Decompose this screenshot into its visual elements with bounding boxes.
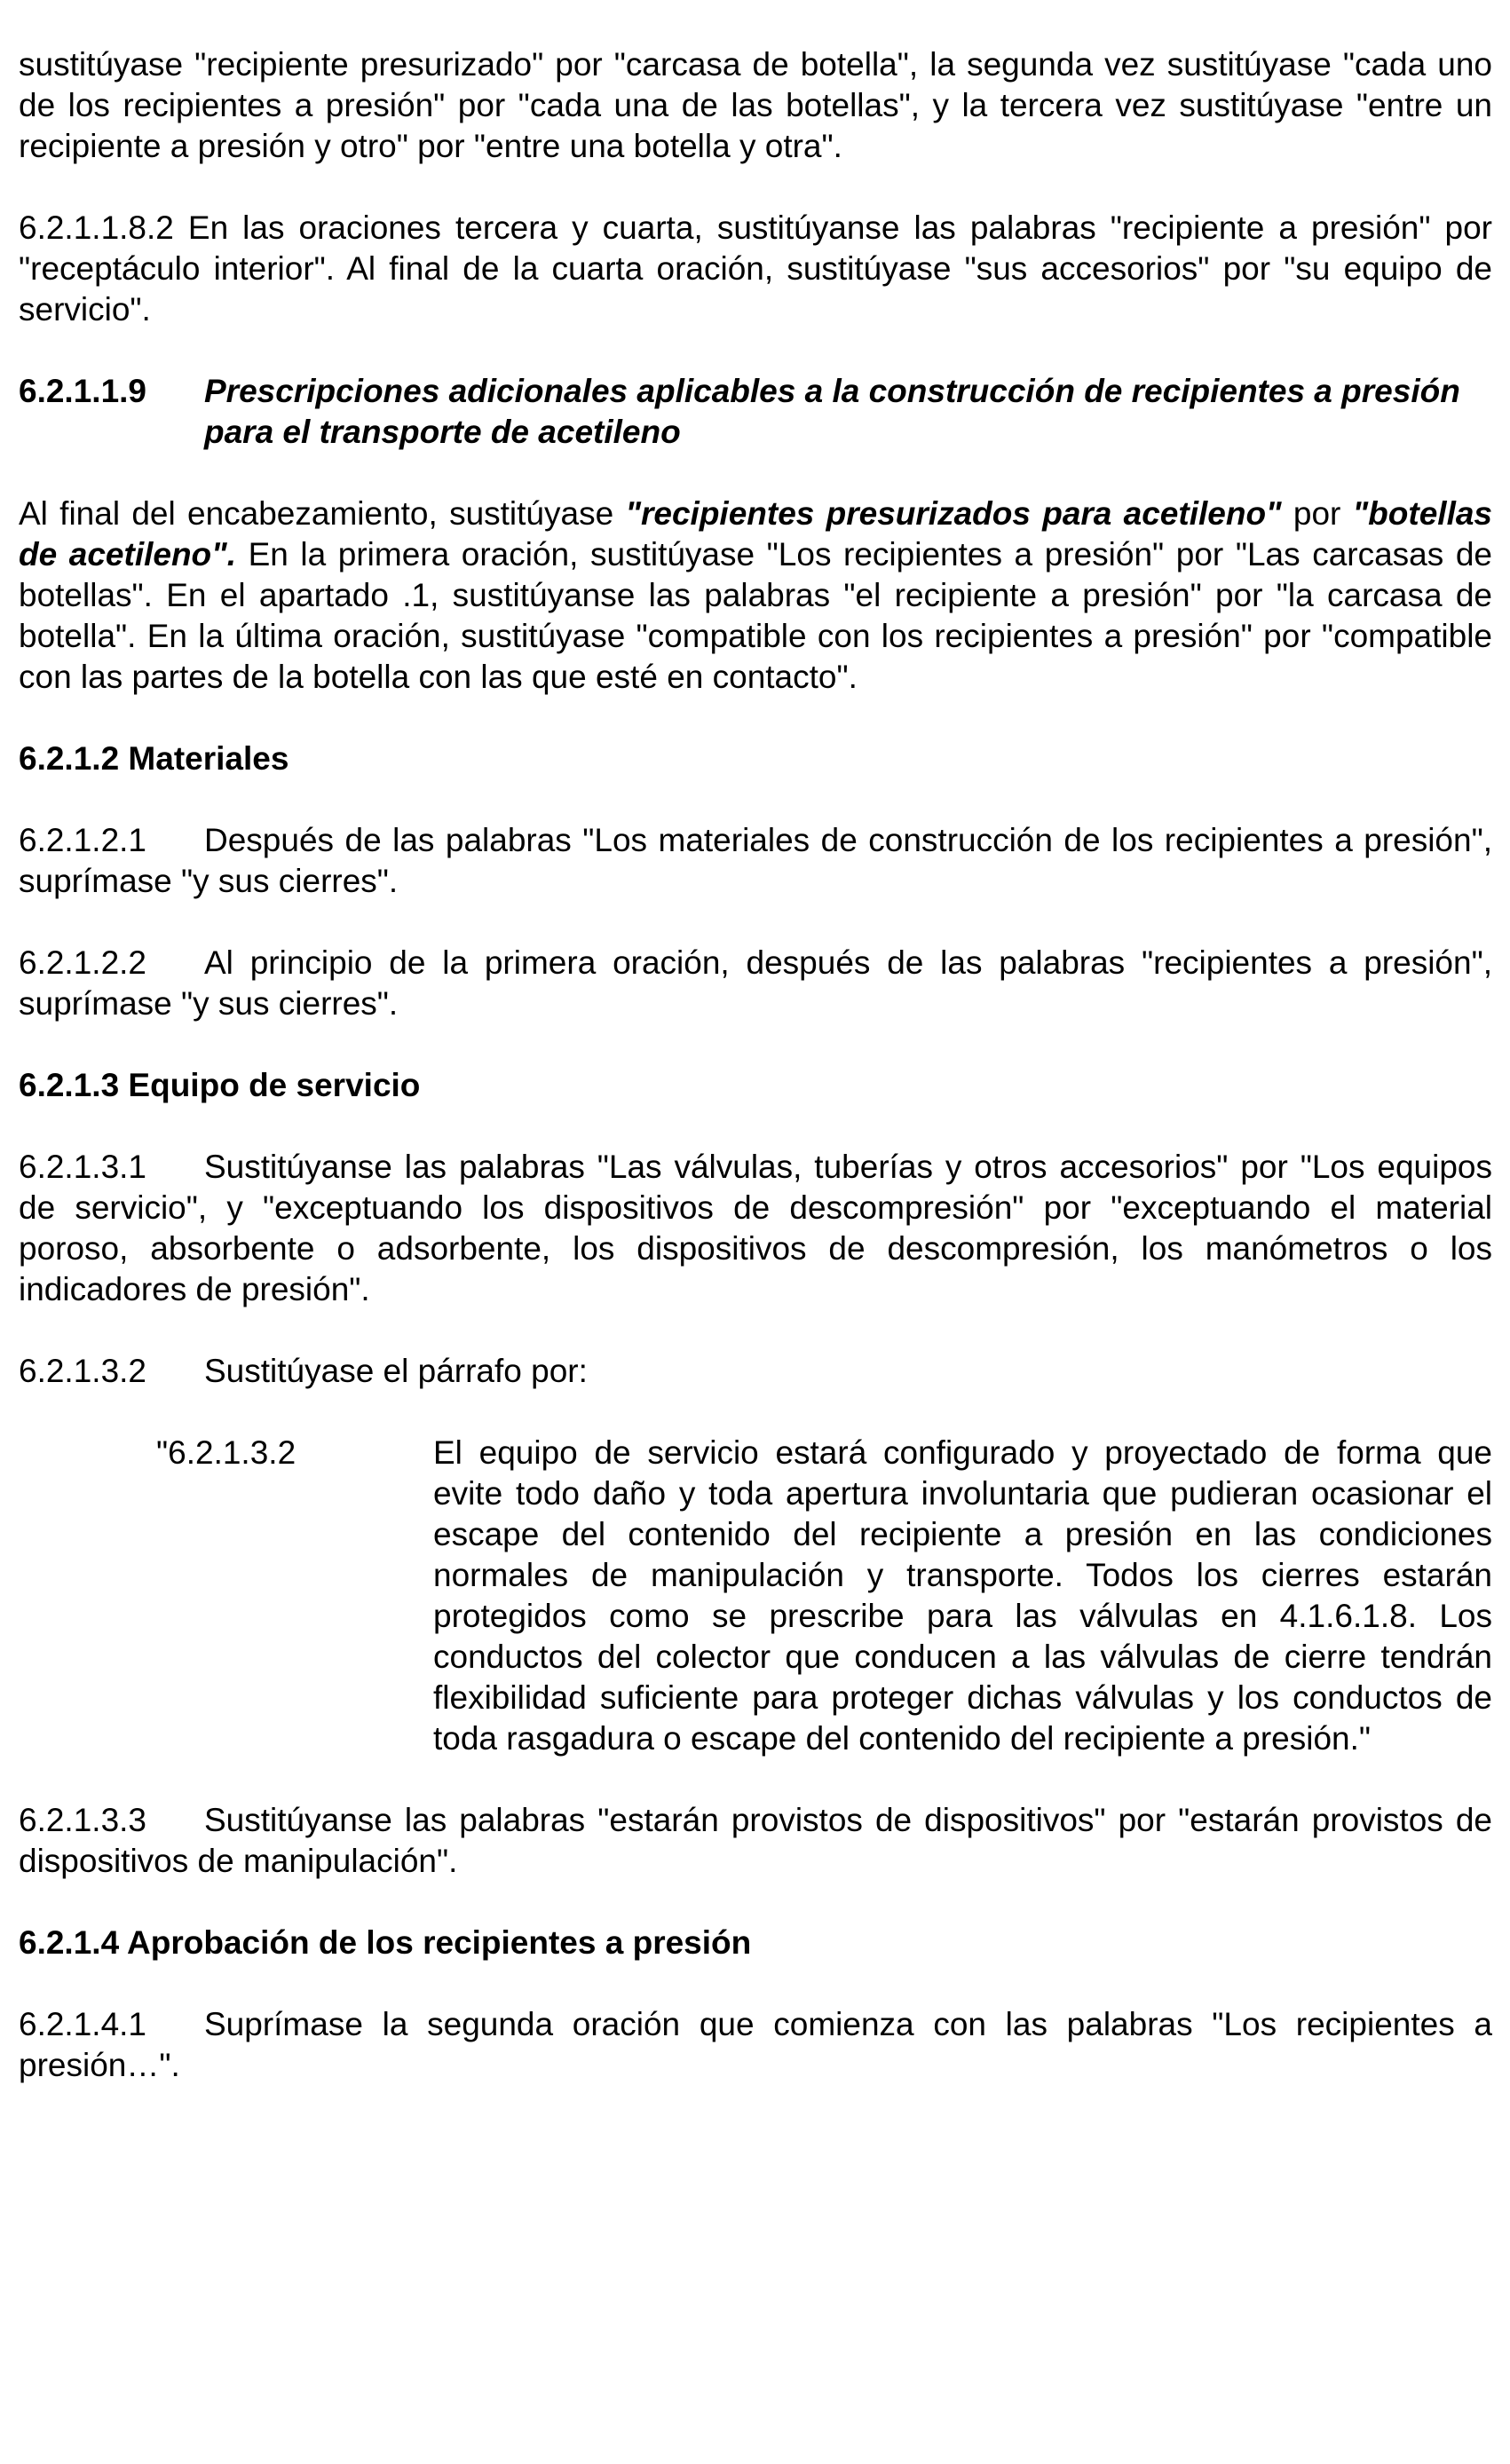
document-page [19, 44, 1492, 2127]
text-run-bold-italic: "recipientes presurizados para acetileno" [625, 495, 1282, 532]
heading-number: 6.2.1.1.9 [19, 373, 147, 409]
quote-number: "6.2.1.3.2 [156, 1434, 296, 1471]
paragraph-6-2-1-3-2 [19, 1351, 1492, 1392]
paragraph-number: 6.2.1.3.3 [19, 1802, 147, 1838]
paragraph-6-2-1-3-3 [19, 1800, 1492, 1882]
heading-equipo-de-servicio: 6.2.1.3 Equipo de servicio [19, 1067, 421, 1103]
text-run: por [1281, 495, 1353, 532]
paragraph-number: 6.2.1.3.2 [19, 1353, 147, 1389]
paragraph-text: Al principio de la primera oración, después de las palabras "recipientes a presión", suprímase "y sus cierres". [19, 944, 1492, 1022]
paragraph-text: Sustitúyanse las palabras "Las válvulas, tuberías y otros accesorios" por "Los equipos de servicio", y "exceptuando los dispositivos de descompresión" por "exceptuando el material poroso, absorbente o adsorbente, los dispositivos de descompresión, los manómetros o los indicadores de presión". [19, 1149, 1492, 1307]
paragraph-6-2-1-1-8-2: 6.2.1.1.8.2 En las oraciones tercera y cuarta, sustitúyanse las palabras "recipiente a presión" por "receptáculo interior". Al final de la cuarta oración, sustitúyase "sus accesorios" por "su equipo de servicio". [19, 209, 1492, 328]
paragraph-continuation: sustitúyase "recipiente presurizado" por "carcasa de botella", la segunda vez sustitúyase "cada uno de los recipientes a presión" por "cada una de las botellas", y la tercera vez sustitúyase "entre un recipiente a presión y otro" por "entre una botella y otra". [19, 46, 1492, 164]
paragraph-acetileno [19, 494, 1492, 698]
paragraph-number: 6.2.1.3.1 [19, 1149, 147, 1185]
paragraph-text: Sustitúyase el párrafo por: [204, 1353, 588, 1389]
heading-materiales: 6.2.1.2 Materiales [19, 740, 289, 777]
paragraph-6-2-1-2-1 [19, 820, 1492, 902]
text-run: Al final del encabezamiento, sustitúyase [19, 495, 626, 532]
quoted-replacement-paragraph [19, 1433, 1492, 1759]
paragraph-number: 6.2.1.4.1 [19, 2006, 147, 2042]
paragraph-6-2-1-3-1 [19, 1147, 1492, 1310]
paragraph-text: Después de las palabras "Los materiales de construcción de los recipientes a presión", suprímase "y sus cierres". [19, 822, 1492, 899]
paragraph-number: 6.2.1.2.1 [19, 822, 147, 858]
paragraph-text: Suprímase la segunda oración que comienza con las palabras "Los recipientes a presión…". [19, 2006, 1492, 2083]
text-run: En la primera oración, sustitúyase "Los recipientes a presión" por "Las carcasas de botellas". En el apartado .1, sustitúyanse las palabras "el recipiente a presión" por "la carcasa de botella". En la última oración, sustitúyase "compatible con los recipientes a presión" por "compatible con las partes de la botella con las que esté en contacto". [19, 536, 1492, 695]
paragraph-6-2-1-4-1 [19, 2004, 1492, 2086]
heading-6-2-1-1-9 [19, 371, 1492, 453]
quote-text: El equipo de servicio estará configurado y proyectado de forma que evite todo daño y toda apertura involuntaria que pudieran ocasionar el escape del contenido del recipiente a presión en las condiciones normales de manipulación y transporte. Todos los cierres estarán protegidos como se prescribe para las válvulas en 4.1.6.1.8. Los conductos del colector que conducen a las válvulas de cierre tendrán flexibilidad suficiente para proteger dichas válvulas y los conductos de toda rasgadura o escape del contenido del recipiente a presión." [433, 1434, 1492, 1757]
paragraph-6-2-1-2-2 [19, 943, 1492, 1024]
paragraph-text: Sustitúyanse las palabras "estarán provistos de dispositivos" por "estarán provistos de dispositivos de manipulación". [19, 1802, 1492, 1879]
paragraph-number: 6.2.1.2.2 [19, 944, 147, 981]
text-run-bold-italic: "botellas de acetileno". [19, 495, 1492, 573]
heading-aprobacion: 6.2.1.4 Aprobación de los recipientes a presión [19, 1924, 752, 1961]
heading-title: Prescripciones adicionales aplicables a la construcción de recipientes a presión para el transporte de acetileno [204, 373, 1460, 450]
